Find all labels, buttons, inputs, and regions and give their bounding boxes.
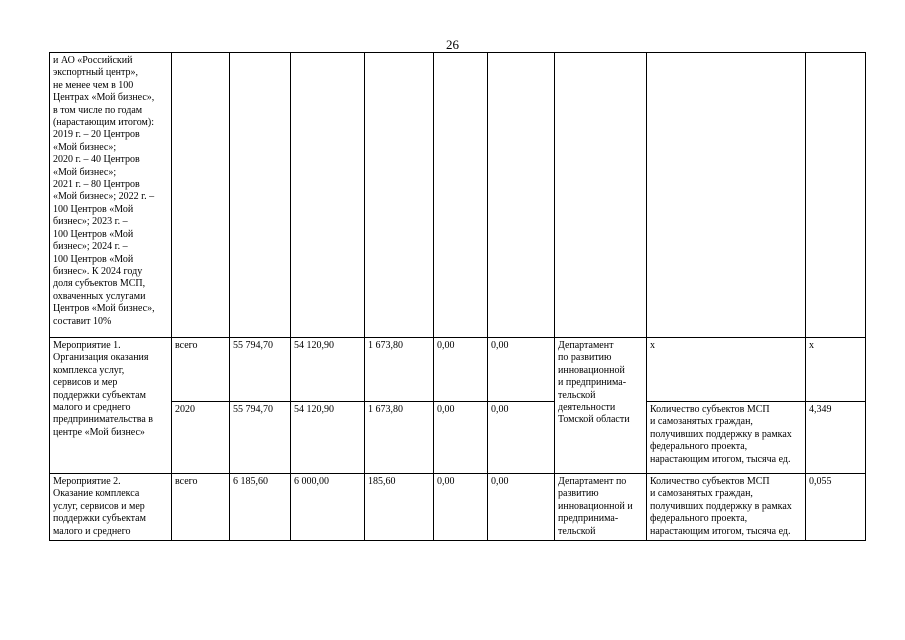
federal-cell: 54 120,90 (291, 402, 365, 474)
table-row (50, 338, 866, 402)
description-cell: Мероприятие 1. Организация оказания комплекса услуг, сервисов и мер поддержки субъектам малого и среднего предпринимательства в центре «Мой бизнес» (50, 338, 172, 474)
indicator-cell: Количество субъектов МСП и самозанятых граждан, получивших поддержку в рамках федерального проекта, нарастающим итогом, тысяча ед. (647, 474, 806, 541)
other-cell: 0,00 (488, 402, 555, 474)
total-cell: 55 794,70 (230, 338, 291, 402)
table-row (50, 474, 866, 541)
period-cell: 2020 (172, 402, 230, 474)
total-cell: 6 185,60 (230, 474, 291, 541)
local-cell: 0,00 (434, 338, 488, 402)
page-number: 26 (446, 37, 459, 52)
value-cell: 4,349 (806, 402, 866, 474)
regional-cell (365, 53, 434, 338)
table-row (50, 53, 866, 338)
local-cell: 0,00 (434, 402, 488, 474)
period-cell: всего (172, 474, 230, 541)
value-cell: 0,055 (806, 474, 866, 541)
regional-cell: 1 673,80 (365, 338, 434, 402)
indicator-cell: Количество субъектов МСП и самозанятых граждан, получивших поддержку в рамках федерального проекта, нарастающим итогом, тысяча ед. (647, 402, 806, 474)
table-row (50, 402, 866, 474)
period-cell: всего (172, 338, 230, 402)
value-cell: х (806, 338, 866, 402)
indicator-cell: х (647, 338, 806, 402)
period-cell (172, 53, 230, 338)
responsible-cell: Департамент по развитию инновационной и предпринима- тельской деятельности Томской области (555, 338, 647, 474)
responsible-cell: Департамент по развитию инновационной и предпринима- тельской (555, 474, 647, 541)
federal-cell: 6 000,00 (291, 474, 365, 541)
total-cell: 55 794,70 (230, 402, 291, 474)
local-cell: 0,00 (434, 474, 488, 541)
federal-cell: 54 120,90 (291, 338, 365, 402)
other-cell (488, 53, 555, 338)
regional-cell: 185,60 (365, 474, 434, 541)
responsible-cell (555, 53, 647, 338)
regional-cell: 1 673,80 (365, 402, 434, 474)
measures-table (49, 52, 866, 541)
federal-cell (291, 53, 365, 338)
other-cell: 0,00 (488, 474, 555, 541)
indicator-cell (647, 53, 806, 338)
value-cell (806, 53, 866, 338)
total-cell (230, 53, 291, 338)
other-cell: 0,00 (488, 338, 555, 402)
description-cell: Мероприятие 2. Оказание комплекса услуг, сервисов и мер поддержки субъектам малого и среднего (50, 474, 172, 541)
description-cell: и АО «Российский экспортный центр», не менее чем в 100 Центрах «Мой бизнес», в том числе по годам (нарастающим итогом): 2019 г. – 20 Центров «Мой бизнес»; 2020 г. – 40 Центров «Мой бизнес»; 2021 г. – 80 Центров «Мой бизнес»; 2022 г. – 100 Центров «Мой бизнес»; 2023 г. – 100 Центров «Мой бизнес»; 2024 г. – 100 Центров «Мой бизнес». К 2024 году доля субъектов МСП, охваченных услугами Центров «Мой бизнес», составит 10% (50, 53, 172, 338)
local-cell (434, 53, 488, 338)
